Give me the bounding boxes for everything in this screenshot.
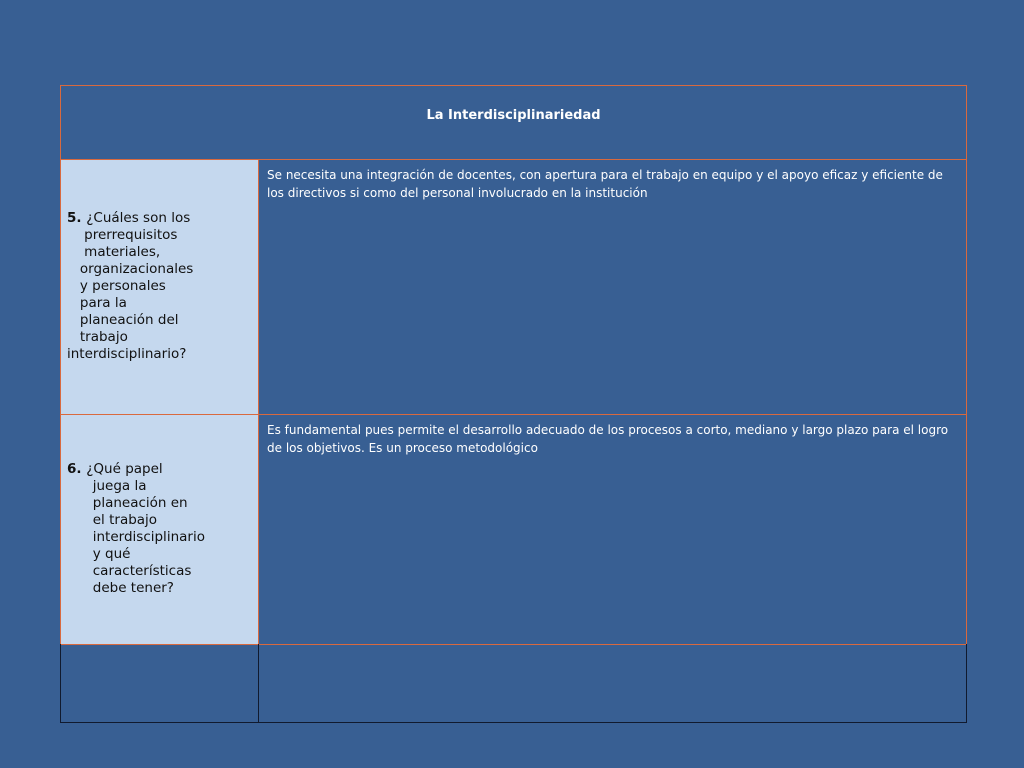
answer-5-text: Se necesita una integración de docentes, con apertura para el trabajo en equipo y el apoyo eficaz y eficiente de los directivos si como del personal involucrado en la institución — [267, 168, 943, 200]
question-5-number: 5 — [67, 210, 77, 226]
question-5-line: y personales — [67, 278, 166, 294]
question-6-line: interdisciplinario — [67, 529, 205, 545]
question-6-text — [67, 461, 205, 597]
interdisciplinarity-table — [60, 85, 967, 723]
question-5-line: trabajo — [67, 329, 128, 345]
question-5-line-0: 5. ¿Cuáles son los — [67, 210, 191, 226]
question-6-line: características — [67, 563, 192, 579]
question-5-line: prerrequisitos — [67, 227, 178, 243]
question-5-line: interdisciplinario? — [67, 346, 187, 362]
question-6-line: el trabajo — [67, 512, 158, 528]
question-6-line: y qué — [67, 546, 131, 562]
table-header-cell — [60, 85, 967, 160]
question-5-line: materiales, — [67, 244, 161, 260]
question-5-line: organizacionales — [67, 261, 194, 277]
question-6-line: planeación en — [67, 495, 188, 511]
answer-6-text: Es fundamental pues permite el desarrollo adecuado de los procesos a corto, mediano y largo plazo para el logro de los objetivos. Es un proceso metodológico — [267, 423, 949, 455]
question-5-line: para la — [67, 295, 127, 311]
empty-cell-right — [258, 644, 967, 723]
question-6-number: 6 — [67, 461, 77, 477]
question-6-line-0: 6. ¿Qué papel — [67, 461, 163, 477]
empty-cell-left — [60, 644, 259, 723]
question-6-line: juega la — [67, 478, 147, 494]
question-5-line: planeación del — [67, 312, 179, 328]
table-title: La Interdisciplinariedad — [426, 108, 601, 123]
question-cell-6 — [60, 414, 259, 645]
question-cell-5 — [60, 159, 259, 415]
answer-cell-5 — [258, 159, 967, 415]
question-6-line: debe tener? — [67, 580, 174, 596]
answer-cell-6 — [258, 414, 967, 645]
question-5-text — [67, 210, 193, 363]
